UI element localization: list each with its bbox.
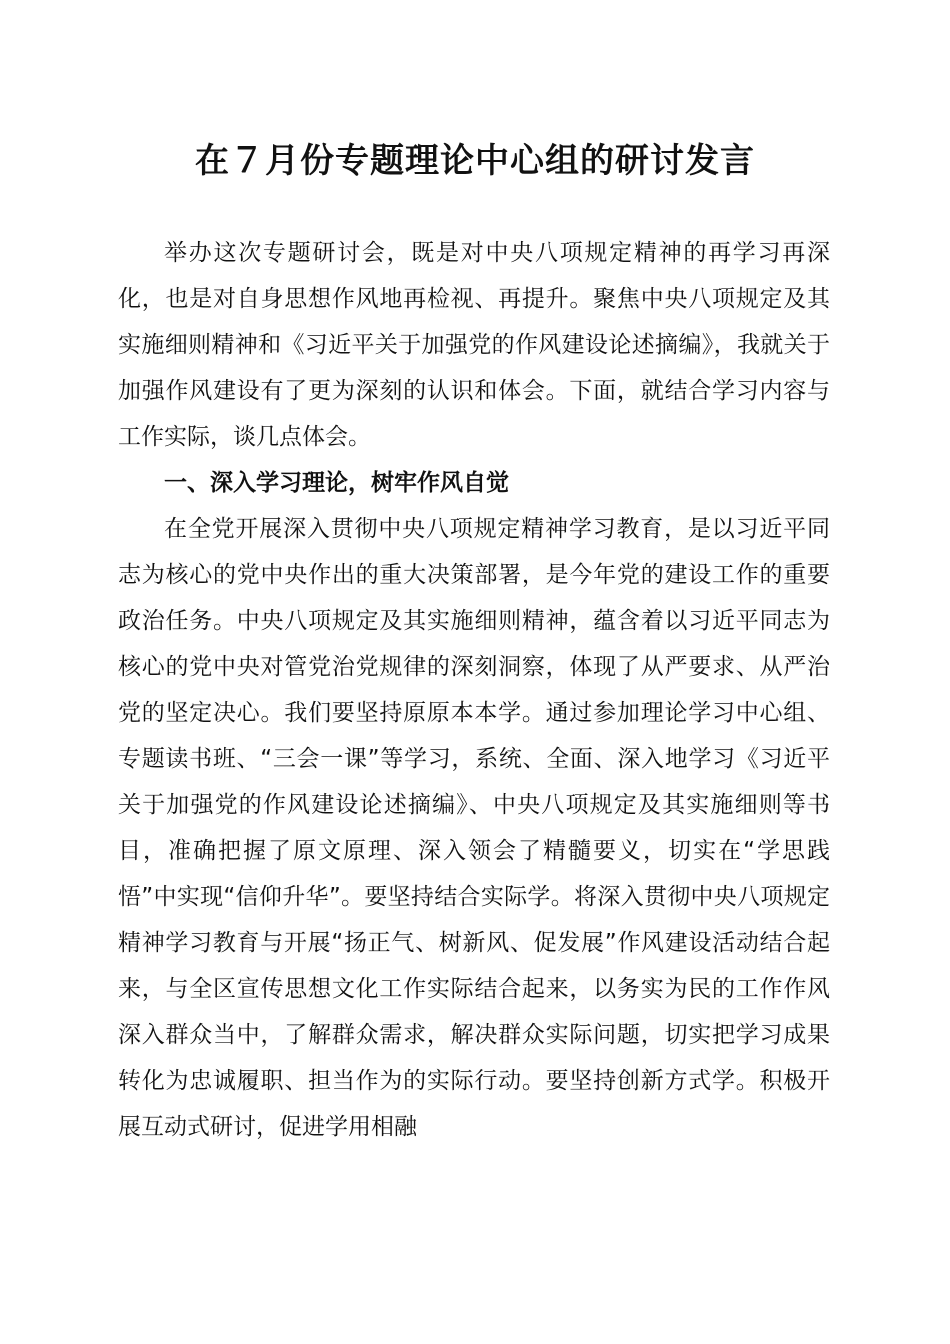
section-heading-1: 一、深入学习理论，树牢作风自觉	[164, 470, 509, 496]
intro-paragraph: 举办这次专题研讨会，既是对中央八项规定精神的再学习再深化，也是对自身思想作风地再检视、再提升。聚焦中央八项规定及其实施细则精神和《习近平关于加强党的作风建设论述摘编》，我就关于加强作风建设有了更为深刻的认识和体会。下面，就结合学习内容与工作实际，谈几点体会。	[118, 240, 830, 450]
section-1-paragraph: 在全党开展深入贯彻中央八项规定精神学习教育，是以习近平同志为核心的党中央作出的重大决策部署，是今年党的建设工作的重要政治任务。中央八项规定及其实施细则精神，蕴含着以习近平同志为核心的党中央对管党治党规律的深刻洞察，体现了从严要求、从严治党的坚定决心。我们要坚持原原本本学。通过参加理论学习中心组、专题读书班、“三会一课”等学习，系统、全面、深入地学习《习近平关于加强党的作风建设论述摘编》、中央八项规定及其实施细则等书目，准确把握了原文原理、深入领会了精髓要义，切实在“学思践悟”中实现“信仰升华”。要坚持结合实际学。将深入贯彻中央八项规定精神学习教育与开展“扬正气、树新风、促发展”作风建设活动结合起来，与全区宣传思想文化工作实际结合起来，以务实为民的工作作风深入群众当中，了解群众需求，解决群众实际问题，切实把学习成果转化为忠诚履职、担当作为的实际行动。要坚持创新方式学。积极开展互动式研讨，促进学用相融	[118, 516, 830, 1140]
document-body	[118, 230, 830, 1150]
document-title: 在７月份专题理论中心组的研讨发言	[195, 141, 755, 181]
